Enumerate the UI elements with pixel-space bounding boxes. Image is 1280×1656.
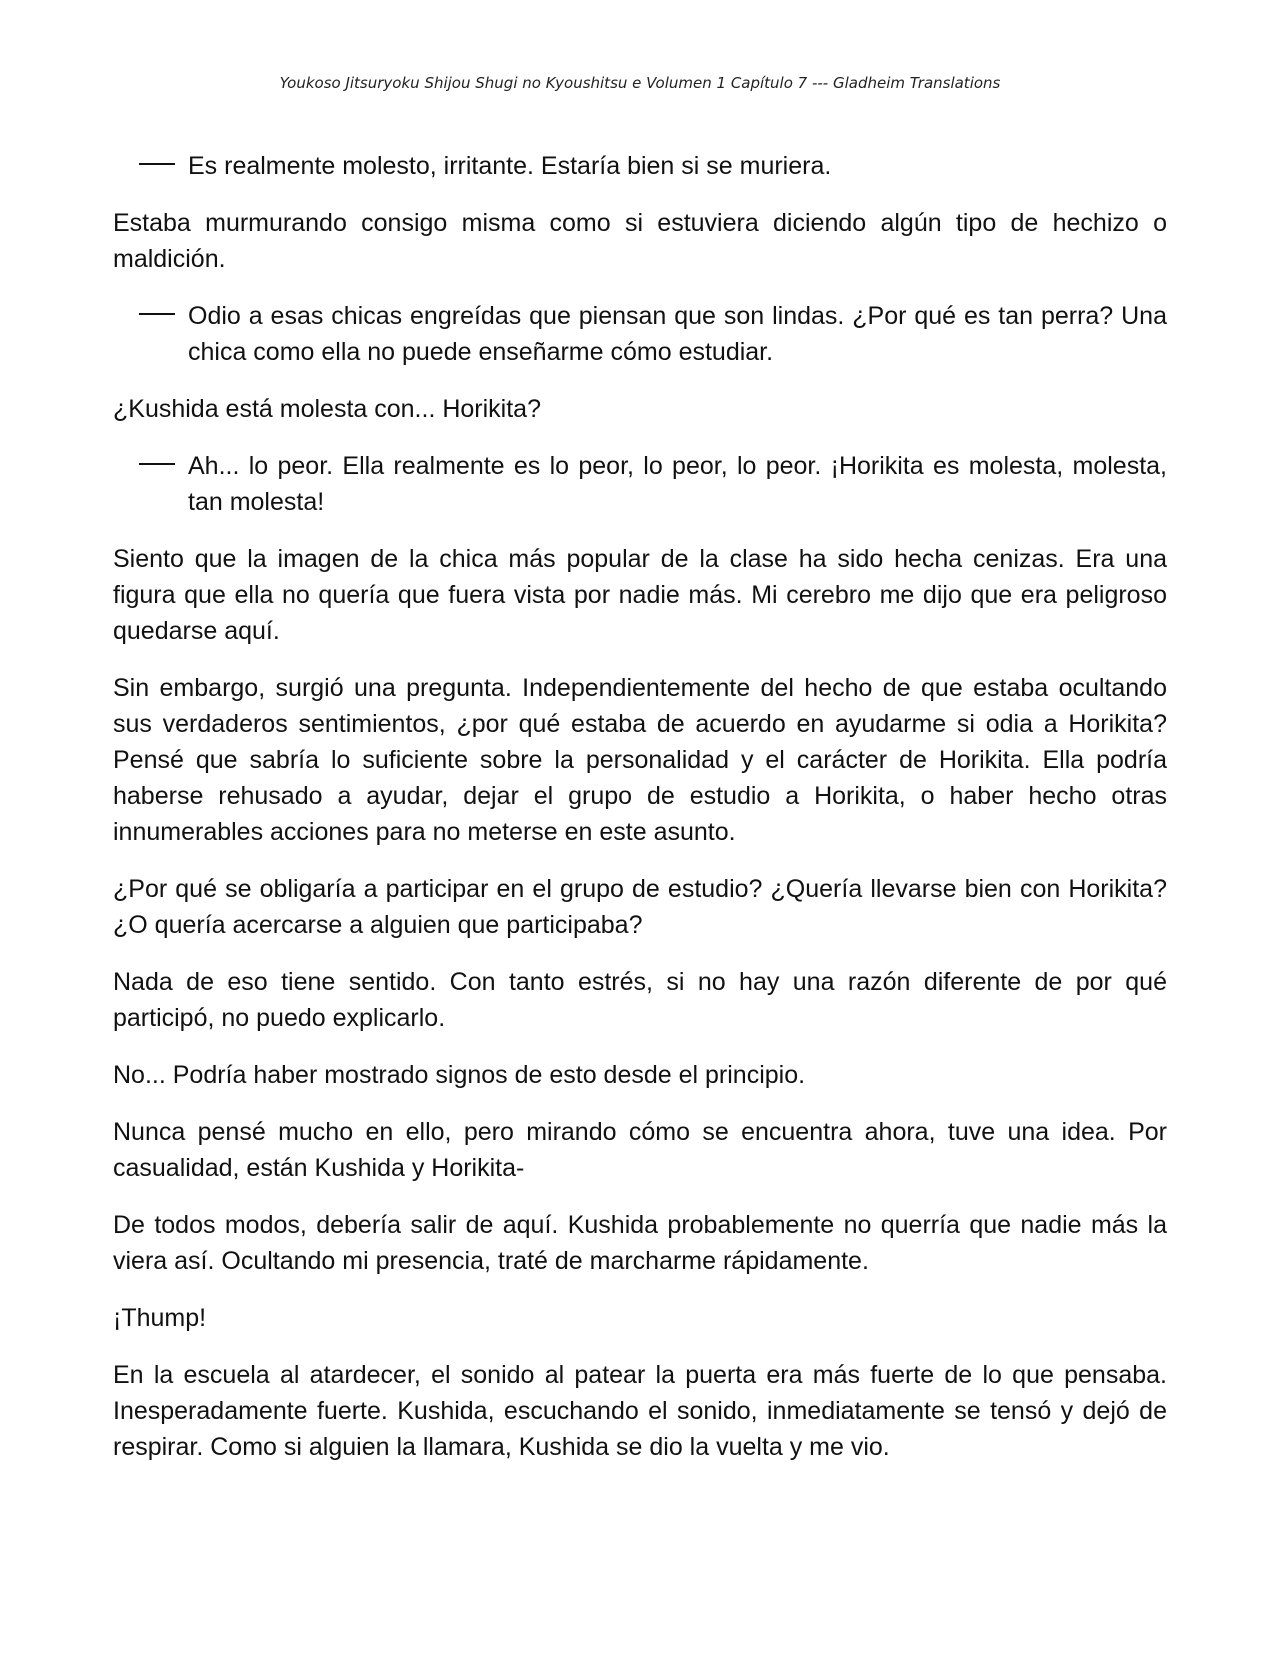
paragraph: No... Podría haber mostrado signos de esto desde el principio.	[113, 1061, 806, 1089]
dialogue-line	[113, 448, 1167, 520]
paragraph: Nunca pensé mucho en ello, pero mirando cómo se encuentra ahora, tuve una idea. Por casualidad, están Kushida y Horikita-	[113, 1118, 1167, 1182]
dialogue-line	[113, 298, 1167, 370]
paragraph: En la escuela al atardecer, el sonido al patear la puerta era más fuerte de lo que pensaba. Inesperadamente fuerte. Kushida, escuchando el sonido, inmediatamente se tensó y dejó de respirar. Como si alguien la llamara, Kushida se dio la vuelta y me vio.	[113, 1361, 1167, 1461]
paragraph: De todos modos, debería salir de aquí. Kushida probablemente no querría que nadie más la viera así. Ocultando mi presencia, traté de marcharme rápidamente.	[113, 1211, 1167, 1275]
em-dash	[113, 148, 188, 184]
paragraph: Sin embargo, surgió una pregunta. Independientemente del hecho de que estaba ocultando sus verdaderos sentimientos, ¿por qué estaba de acuerdo en ayudarme si odia a Horikita? Pensé que sabría lo suficiente sobre la personalidad y el carácter de Horikita. Ella podría haberse rehusado a ayudar, dejar el grupo de estudio a Horikita, o haber hecho otras innumerables acciones para no meterse en este asunto.	[113, 674, 1167, 846]
paragraph: Nada de eso tiene sentido. Con tanto estrés, si no hay una razón diferente de por qué participó, no puedo explicarlo.	[113, 968, 1167, 1032]
paragraph: ¿Kushida está molesta con... Horikita?	[113, 395, 541, 423]
document-body	[113, 148, 1167, 1486]
paragraph: ¿Por qué se obligaría a participar en el grupo de estudio? ¿Quería llevarse bien con Horikita? ¿O quería acercarse a alguien que participaba?	[113, 875, 1167, 939]
dialogue-text: Ah... lo peor. Ella realmente es lo peor, lo peor, lo peor. ¡Horikita es molesta, molesta, tan molesta!	[188, 452, 1167, 516]
em-dash	[113, 298, 188, 370]
page-header: Youkoso Jitsuryoku Shijou Shugi no Kyoushitsu e Volumen 1 Capítulo 7 --- Gladheim Translations	[279, 74, 1001, 92]
paragraph: ¡Thump!	[113, 1304, 207, 1332]
paragraph: Siento que la imagen de la chica más popular de la clase ha sido hecha cenizas. Era una figura que ella no quería que fuera vista por nadie más. Mi cerebro me dijo que era peligroso quedarse aquí.	[113, 545, 1167, 645]
em-dash	[113, 448, 188, 520]
dialogue-line	[113, 148, 1167, 184]
dialogue-text: Odio a esas chicas engreídas que piensan que son lindas. ¿Por qué es tan perra? Una chica como ella no puede enseñarme cómo estudiar.	[188, 302, 1167, 366]
paragraph: Estaba murmurando consigo misma como si estuviera diciendo algún tipo de hechizo o maldición.	[113, 209, 1167, 273]
dialogue-text: Es realmente molesto, irritante. Estaría bien si se muriera.	[188, 152, 832, 180]
